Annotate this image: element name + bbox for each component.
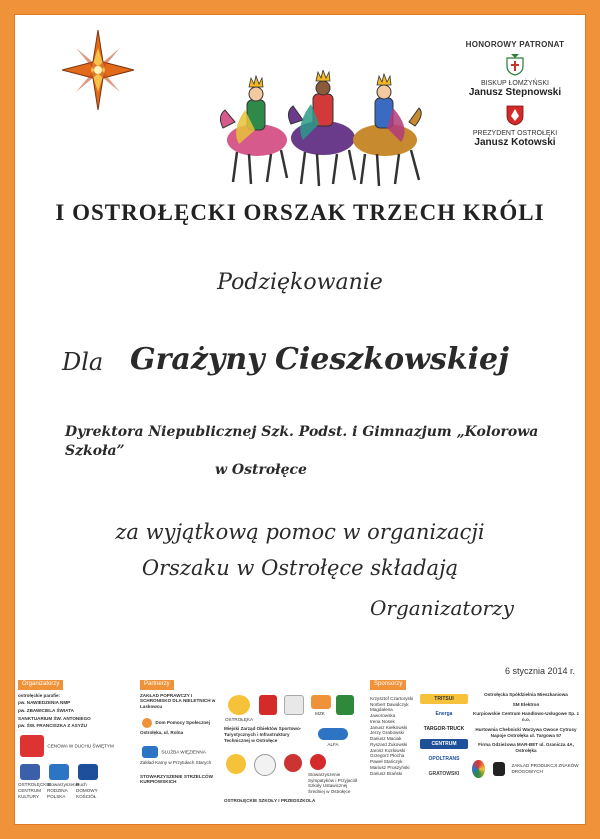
rodzina-polska-logo: Stowarzyszenie RODZINA POLSKA (47, 762, 73, 799)
sponsor-right-3: Hurtownia Chebnicki Warzywa Owoce Cytrusy Napoje Ostrołęka ul. Targowa 57 (475, 726, 577, 738)
three-kings-illustration (215, 70, 430, 195)
body-line-2: Orszaku w Ostrołęce składają (141, 556, 459, 580)
sponsor-logo-1: Energa (435, 711, 453, 717)
partner-4: STOWARZYSZENIE STRZELCÓW KURPIOWSKICH (140, 773, 213, 785)
position-line-1: Dyrektora Niepublicznej Szk. Podst. i Gimnazjum „Kolorowa Szkoła” (65, 424, 539, 459)
sponsors-section (370, 680, 468, 825)
dps-logo (142, 718, 152, 728)
sponsors-people (370, 696, 418, 776)
sponsor-person-0: Krzysztof Czartoryski (370, 696, 414, 701)
sponsor-person-11: Mariusz Pruszyński (370, 764, 410, 770)
partner-1: Dom Pomocy Społecznej Ostrołęka, ul. Rolna (140, 720, 211, 735)
recipient-name: Grażyny Cieszkowskiej (130, 342, 509, 377)
sponsor-person-6: Dariusz Maciak (370, 736, 402, 742)
for-word: Dla (62, 348, 104, 376)
patron2-role: PREZYDENT OSTROŁĘKI (472, 130, 558, 137)
organizer-logo-0: CENOWA W DUCHU ŚWIĘTYM (47, 743, 114, 749)
scouts-logo (284, 695, 304, 715)
city-crest-logo (259, 695, 277, 715)
signature-organizers: Organizatorzy (370, 596, 514, 620)
sponsor-person-10: Paweł Stańczyk (370, 759, 403, 765)
body-line-1: za wyjątkową pomoc w organizacji (115, 520, 485, 544)
sponsor-logo-5: GRATOWSKI (428, 771, 460, 777)
domowy-kosciol-logo: Ruch DOMOWY KOŚCIÓŁ (76, 762, 102, 799)
sponsor-logo-4: OPOLTRANS (428, 756, 460, 762)
partner-0: ZAKŁAD POPRAWCZY I SCHRONISKO DLA NIELETNICH w Laskowcu (140, 692, 216, 709)
ostroleka-logo: OSTROŁĘKA (224, 693, 254, 723)
footer (18, 680, 582, 825)
partner-3: Zakład Karny w Przytułach Starych (140, 759, 212, 765)
green-crest-logo (336, 695, 354, 715)
sponsor-person-2: Magdalena Jaworowska (370, 707, 396, 719)
sponsor-right-5: ZAKŁAD PRODUKCJI ZNAKÓW DROGOWYCH (511, 763, 579, 774)
sponsor-right-1: SM Elektron (512, 701, 540, 707)
organizers-section (18, 680, 138, 825)
certificate-date: 6 stycznia 2014 r. (505, 666, 576, 676)
partners-heading: Partnerzy (140, 680, 174, 690)
sponsor-person-4: Janusz Kiełkowski (370, 724, 408, 730)
patron2-name: Janusz Kotowski (474, 137, 556, 148)
partner-5: OSTROŁĘCKIE SZKOŁY I PRZEDSZKOLA (224, 797, 316, 803)
sponsor-person-5: Jerzy Grabowski (370, 730, 404, 736)
road-signs-logo (493, 762, 506, 776)
organizers-text-1: pw. NAWIEDZENIA NMP (18, 700, 71, 706)
event-title: I OSTROŁĘCKI ORSZAK TRZECH KRÓLI (55, 200, 545, 225)
organizers-text-4: pw. ŚW. FRANCISZKA Z ASYŻU (18, 723, 87, 729)
partner-10: SŁUŻBA WIĘZIENNA (161, 749, 206, 755)
sponsor-right-2: Kurpiowskie Centrum Handlowo-Usługowe Sp. z o.o. (473, 711, 579, 723)
zywiec-logo (254, 754, 276, 776)
prison-service-logo (142, 746, 158, 758)
colorful-logo (472, 760, 485, 778)
sponsor-person-3: Irena Nosek (370, 718, 395, 724)
sponsor-person-9: Grzegorz Płocha (370, 753, 405, 759)
patron1-role: BISKUP ŁOMŻYŃSKI (481, 80, 549, 87)
certificate-heading: Podziękowanie (217, 270, 383, 295)
patron1-name: Janusz Stepnowski (468, 87, 562, 98)
star-icon (62, 30, 134, 110)
szkoly-logo (226, 754, 246, 774)
sponsor-logo-2: TARGOR-TRUCK (423, 726, 465, 732)
sponsors-logos (420, 694, 468, 784)
partner-2: Miejski Zarząd Obiektów Sportowo-Turystycznych i Infrastruktury Technicznej w Ostrołęce (224, 726, 302, 743)
badge-logo (284, 754, 302, 772)
organizers-heading: Organizatorzy (18, 680, 63, 690)
sponsors-heading: Sponsorzy (370, 680, 406, 690)
sponsor-right-0: Ostrołęcka Spółdzielnia Mieszkaniowa (484, 692, 568, 697)
sponsor-person-1: Norbert Dawidczyk (370, 701, 409, 707)
sponsor-logo-3: CENTRUM TARGOWA (420, 739, 468, 749)
sponsor-person-7: Ryszard Żukowski (370, 741, 408, 747)
sponsor-logo-0: TRITSUI (420, 694, 468, 704)
sponsor-right-4: Firma Odzieżowa MAR-BET ul. Granicza 4A, Ostrołęka (478, 742, 574, 754)
alfa-logo: ALFA (316, 726, 350, 748)
sponsor-person-12: Dariusz Brański (370, 770, 403, 776)
bishop-coat-of-arms-icon (505, 54, 525, 76)
honorary-patronage (450, 40, 580, 154)
cenowa-logo (20, 735, 44, 757)
position-line-2: w Ostrołęce (215, 461, 307, 478)
organizers-text-2: pw. ZBAWICIELA ŚWIATA (18, 707, 74, 713)
sponsors-right-section (470, 680, 582, 825)
partners-section (140, 680, 368, 825)
city-coat-of-arms-icon (505, 104, 525, 126)
ock-logo: OSTROŁĘCKIE CENTRUM KULTURY (18, 762, 44, 799)
partner-6: Stowarzyszenie Sympatyków i Przyjaciół Szkoły Ustawicznej Średniej w Ostrołęce (308, 752, 358, 795)
mzk-logo: MZK (309, 693, 331, 723)
patronage-heading: HONOROWY PATRONAT (465, 40, 565, 49)
sponsor-person-8: Jarosz Kozłowski (370, 747, 406, 753)
organizers-text-0: ostrołęckie parafie: (18, 692, 61, 698)
organizers-text-3: SANKTUARIUM ŚW. ANTONIEGO (18, 715, 91, 721)
recipient-position (65, 423, 585, 480)
